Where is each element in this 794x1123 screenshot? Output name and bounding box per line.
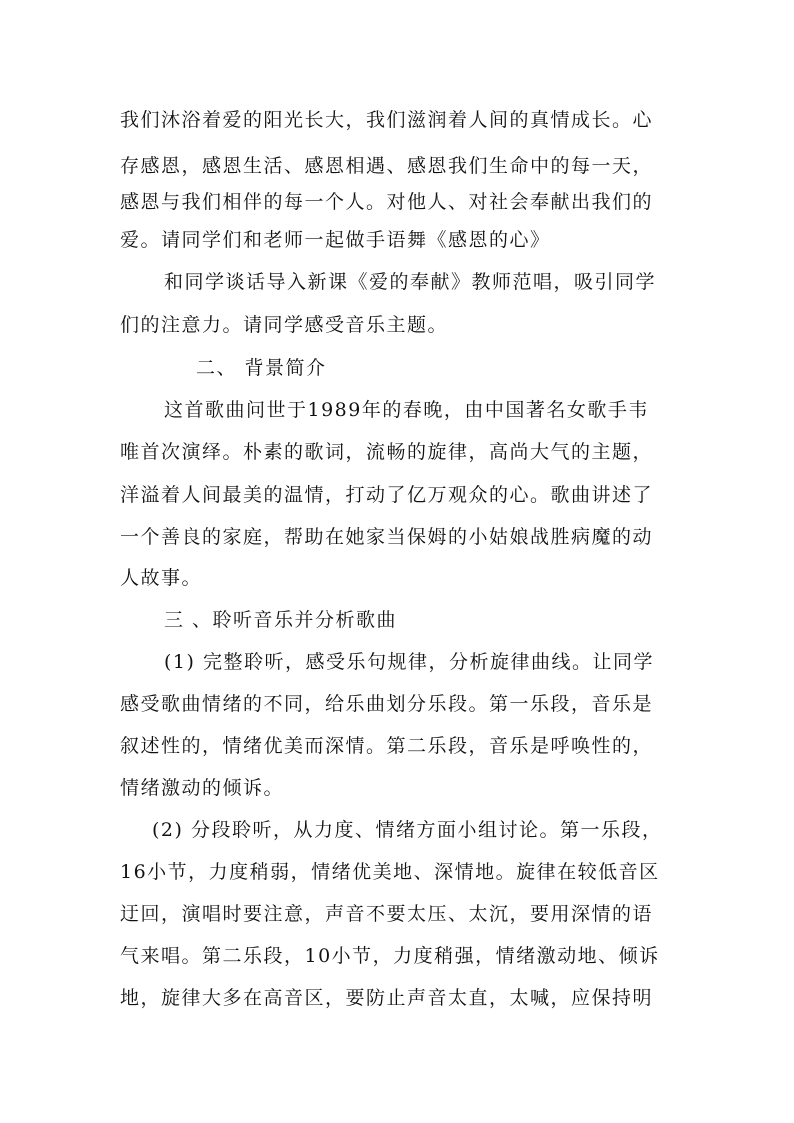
paragraph-line: 16小节，力度稍弱，情绪优美地、深情地。旋律在较低音区 [120,861,660,883]
paragraph-line: 气来唱。第二乐段，10小节，力度稍强，情绪激动地、倾诉 [120,945,660,967]
paragraph-line: 人故事。 [120,567,203,589]
paragraph-line: 存感恩，感恩生活、感恩相遇、感恩我们生命中的每一天， [120,155,654,177]
paragraph-line: 感恩与我们相伴的每一个人。对他人、对社会奉献出我们的 [120,191,654,213]
paragraph-line: 和同学谈话导入新课《爱的奉献》教师范唱，吸引同学 [164,271,657,293]
paragraph-line: 一个善良的家庭，帮助在她家当保姆的小姑娘战胜病魔的动 [120,526,654,548]
paragraph-line: 这首歌曲问世于1989年的春晚，由中国著名女歌手韦 [164,399,649,421]
paragraph-line: 爱。请同学们和老师一起做手语舞《感恩的心》 [120,229,551,251]
paragraph-line: 感受歌曲情绪的不同，给乐曲划分乐段。第一乐段，音乐是 [120,693,654,715]
paragraph-line: 情绪激动的倾诉。 [120,777,285,799]
paragraph-line: 唯首次演绎。朴素的歌词，流畅的旋律，高尚大气的主题， [120,441,654,463]
paragraph-line: 们的注意力。请同学感受音乐主题。 [120,314,449,336]
paragraph-line: (2) 分段聆听，从力度、情绪方面小组讨论。第一乐段， [152,819,663,841]
paragraph-line: 地，旋律大多在高音区，要防止声音太直，太喊，应保持明 [120,987,654,1009]
paragraph-line: 叙述性的，情绪优美而深情。第二乐段，音乐是呼唤性的， [120,735,654,757]
section-heading: 三 、聆听音乐并分析歌曲 [164,609,398,631]
paragraph-line: (1) 完整聆听，感受乐句规律，分析旋律曲线。让同学 [164,651,654,673]
paragraph-line: 迂回，演唱时要注意，声音不要太压、太沉，要用深情的语 [120,903,654,925]
section-heading: 二、 背景简介 [196,357,327,379]
paragraph-line: 洋溢着人间最美的温情，打动了亿万观众的心。歌曲讲述了 [120,484,654,506]
paragraph-line: 我们沐浴着爱的阳光长大，我们滋润着人间的真情成长。心 [120,109,654,131]
